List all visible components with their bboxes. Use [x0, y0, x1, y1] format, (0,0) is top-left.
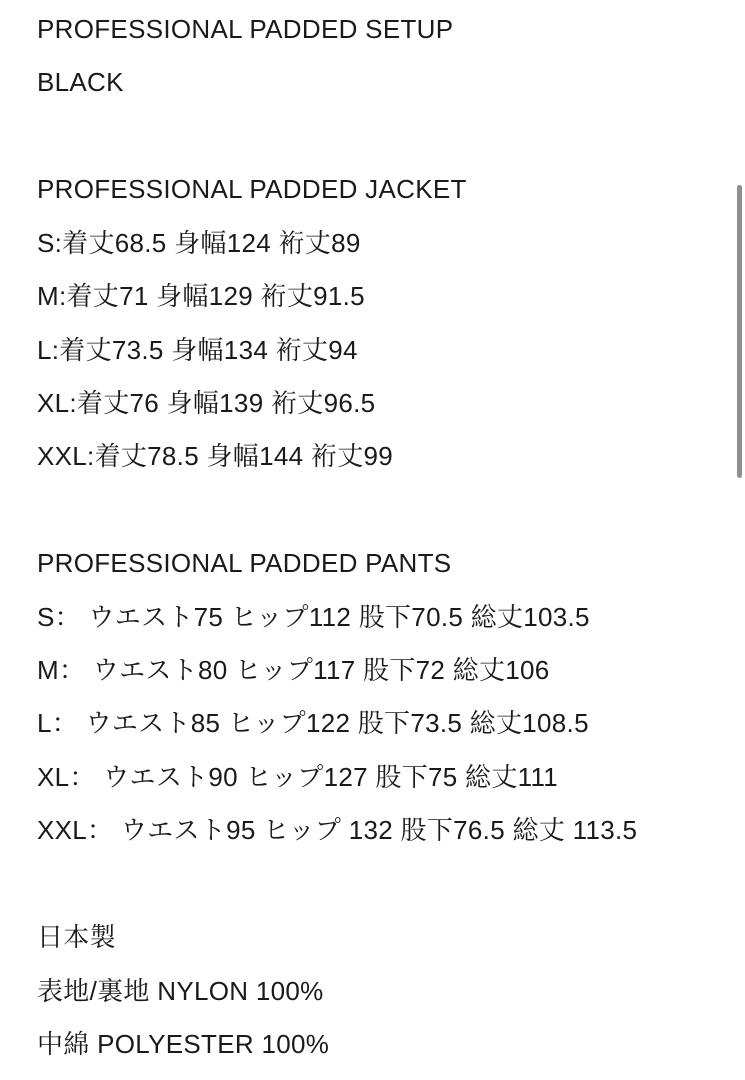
- padding-composition: 中綿 POLYESTER 100%: [37, 1029, 330, 1059]
- fabric-composition: 表地/裏地 NYLON 100%: [37, 975, 324, 1006]
- pants-size-line-l: L： ウエスト85 ヒップ122 股下73.5 総丈108.5: [37, 708, 589, 739]
- jacket-size-line-l: L:着丈73.5 身幅134 裄丈94: [37, 334, 358, 365]
- pants-size-line-m: M： ウエスト80 ヒップ117 股下72 総丈106: [37, 655, 550, 686]
- details-section: [37, 911, 685, 1071]
- country-of-origin: 日本製: [37, 922, 116, 953]
- jacket-size-line-xl: XL:着丈76 身幅139 裄丈96.5: [37, 387, 376, 418]
- pants-size-line-xl: XL： ウエスト90 ヒップ127 股下75 総丈111: [37, 761, 559, 792]
- product-title: PROFESSIONAL PADDED SETUP: [37, 14, 454, 44]
- jacket-size-line-xxl: XXL:着丈78.5 身幅144 裄丈99: [37, 441, 394, 472]
- jacket-size-line-s: S:着丈68.5 身幅124 裄丈89: [37, 227, 361, 258]
- pants-size-line-s: S： ウエスト75 ヒップ112 股下70.5 総丈103.5: [37, 601, 590, 632]
- jacket-size-line-m: M:着丈71 身幅129 裄丈91.5: [37, 281, 365, 312]
- pants-size-line-xxl: XXL： ウエスト95 ヒップ 132 股下76.5 総丈 113.5: [37, 815, 638, 846]
- scrollbar-thumb[interactable]: [737, 185, 742, 478]
- product-colorway: BLACK: [37, 67, 124, 98]
- pants-size-section: [37, 537, 685, 857]
- jacket-size-section: [37, 163, 685, 483]
- jacket-heading: PROFESSIONAL PADDED JACKET: [37, 174, 467, 205]
- pants-heading: PROFESSIONAL PADDED PANTS: [37, 548, 452, 579]
